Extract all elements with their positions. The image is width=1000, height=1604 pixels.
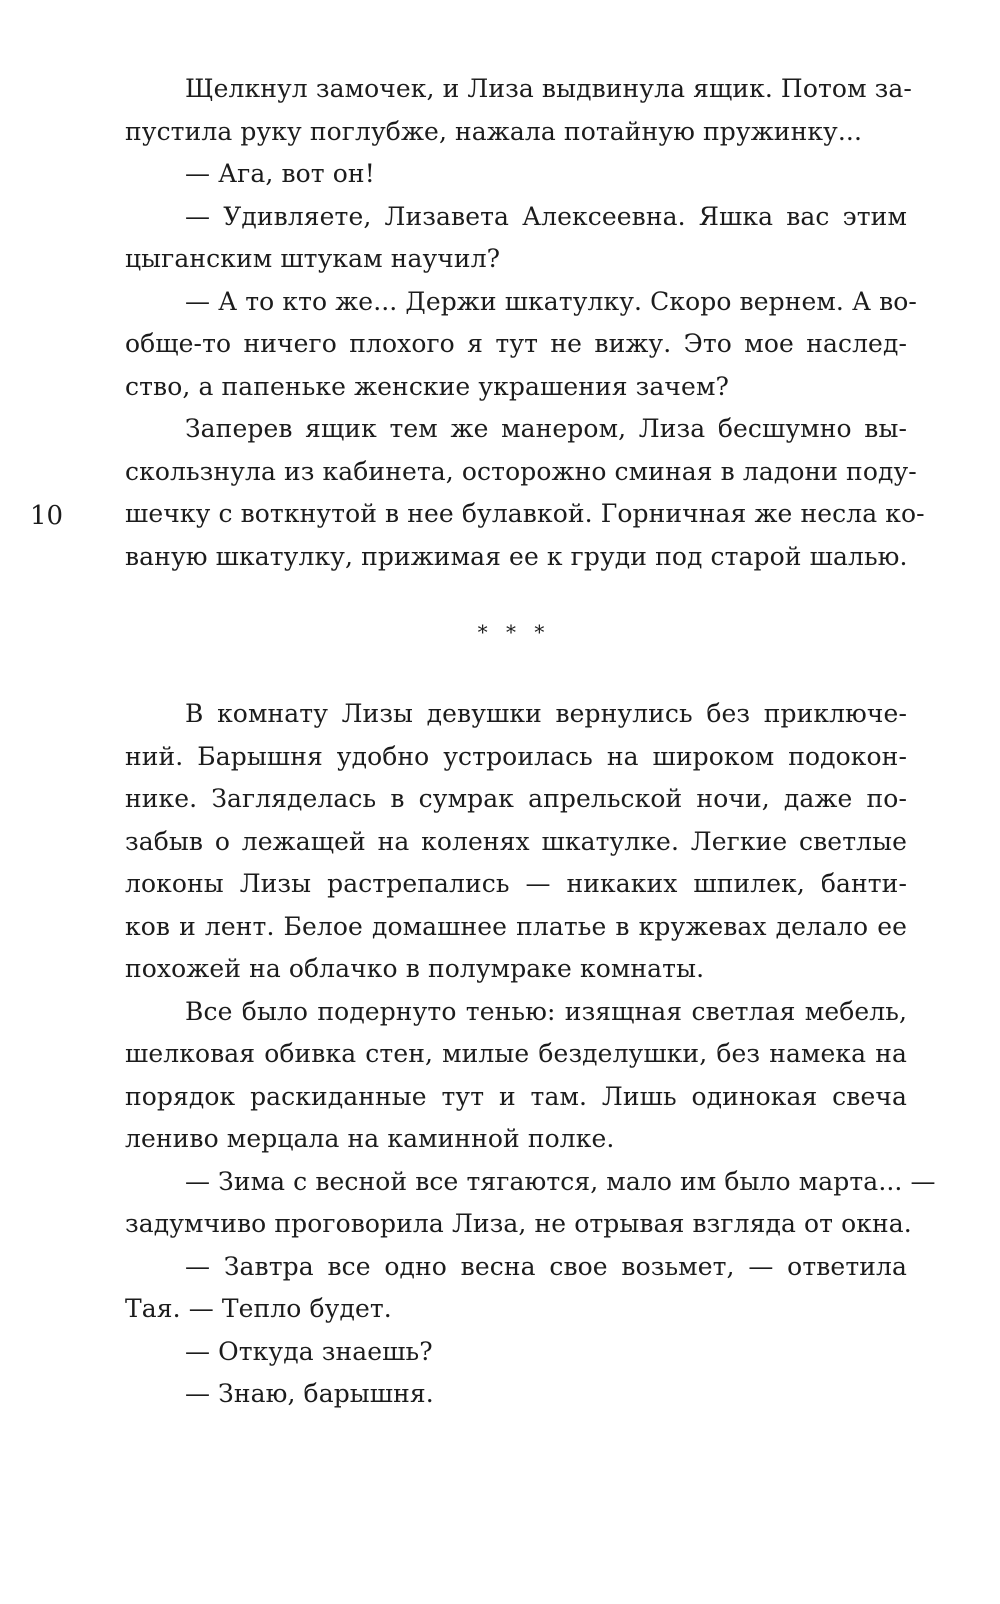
text-line: — Зима с весной все тягаются, мало им было марта... — <box>185 1166 936 1196</box>
text-line: локоны Лизы растрепались — никаких шпилек, банти- <box>125 869 907 898</box>
text-line: ство, а папеньке женские украшения зачем? <box>125 371 729 401</box>
page-number: 10 <box>30 501 64 531</box>
text-block-2 <box>125 693 936 1416</box>
text-line: забыв о лежащей на коленях шкатулке. Легкие светлые <box>125 826 907 856</box>
text-line: лениво мерцала на каминной полке. <box>125 1124 615 1153</box>
text-block-1 <box>125 68 925 578</box>
text-line: скользнула из кабинета, осторожно сминая в ладони поду- <box>125 456 917 486</box>
text-line: — Ага, вот он! <box>185 159 375 188</box>
text-line: Заперев ящик тем же манером, Лиза бесшумно вы- <box>185 414 907 443</box>
text-line: — Откуда знаешь? <box>185 1336 433 1366</box>
text-line: Все было подернуто тенью: изящная светлая мебель, <box>185 996 907 1026</box>
text-line: порядок раскиданные тут и там. Лишь одинокая свеча <box>125 1081 907 1111</box>
text-line: шечку с воткнутой в нее булавкой. Горничная же несла ко- <box>125 499 925 528</box>
text-line: — А то кто же... Держи шкатулку. Скоро вернем. А во- <box>185 286 917 316</box>
text-line: — Знаю, барышня. <box>185 1379 434 1408</box>
text-line: — Удивляете, Лизавета Алексеевна. Яшка вас этим <box>185 201 907 231</box>
text-line: нике. Загляделась в сумрак апрельской ночи, даже по- <box>125 784 907 813</box>
text-line: цыганским штукам научил? <box>125 244 501 273</box>
text-line: — Завтра все одно весна свое возьмет, — ответила <box>185 1251 907 1281</box>
text-line: шелковая обивка стен, милые безделушки, без намека на <box>125 1039 907 1068</box>
text-line: Тая. — Тепло будет. <box>125 1294 392 1323</box>
text-line: пустила руку поглубже, нажала потайную пружинку... <box>125 116 863 146</box>
text-line: задумчиво проговорила Лиза, не отрывая взгляда от окна. <box>125 1209 912 1238</box>
text-line: В комнату Лизы девушки вернулись без приключе- <box>185 699 907 728</box>
text-line: обще-то ничего плохого я тут не вижу. Это мое наслед- <box>125 329 907 358</box>
text-line: ний. Барышня удобно устроилась на широком подокон- <box>125 741 907 771</box>
section-separator: * * * <box>477 620 551 644</box>
text-line: ков и лент. Белое домашнее платье в кружевах делало ее <box>125 911 907 941</box>
text-line: ваную шкатулку, прижимая ее к груди под старой шалью. <box>125 541 908 571</box>
text-line: похожей на облачко в полумраке комнаты. <box>125 954 705 983</box>
text-line: Щелкнул замочек, и Лиза выдвинула ящик. Потом за- <box>185 74 912 103</box>
